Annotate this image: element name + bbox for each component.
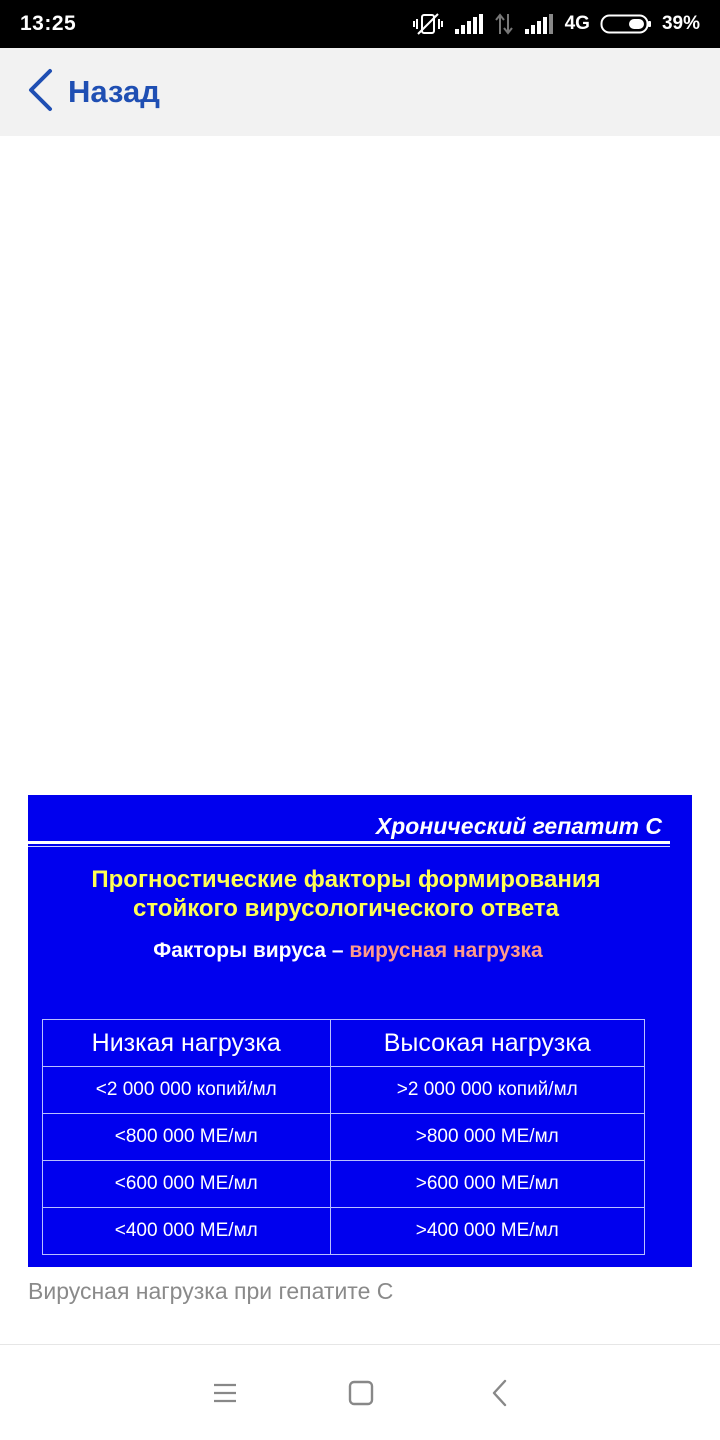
signal-icon [453,13,485,35]
table-row [43,1161,645,1208]
status-bar [0,0,720,48]
slide-subtitle [28,939,668,963]
menu-icon[interactable] [205,1375,245,1411]
vibrate-icon [413,12,443,36]
table-header-high: Высокая нагрузка [330,1020,645,1067]
signal-icon-2 [523,13,555,35]
table-cell: >800 000 МЕ/мл [330,1114,645,1161]
navigation-bar [0,1345,720,1440]
table-row [43,1114,645,1161]
slide-title-line1: Прогностические факторы формирования [91,866,601,893]
slide-image[interactable] [28,795,692,1267]
table-header-low: Низкая нагрузка [43,1020,331,1067]
battery-icon [600,13,652,35]
back-button[interactable] [0,48,720,136]
table-cell: <600 000 МЕ/мл [43,1161,331,1208]
table-cell: >600 000 МЕ/мл [330,1161,645,1208]
image-caption: Вирусная нагрузка при гепатите С [28,1278,394,1304]
slide-subtitle-prefix: Факторы вируса – [153,939,344,962]
battery-percent: 39% [661,13,700,34]
slide-title [28,865,664,923]
table-row [43,1067,645,1114]
slide-subtitle-highlight: вирусная нагрузка [349,939,543,962]
data-arrows-icon [495,12,513,36]
table-cell: <400 000 МЕ/мл [43,1208,331,1255]
table-cell: >400 000 МЕ/мл [330,1208,645,1255]
chevron-left-icon [26,68,54,117]
viral-load-table [42,1019,645,1255]
table-header-row [43,1020,645,1067]
slide-header: Хронический гепатит С [375,813,662,839]
table-cell: <2 000 000 копий/мл [43,1067,331,1114]
back-label: Назад [68,74,160,109]
table-cell: <800 000 МЕ/мл [43,1114,331,1161]
status-time: 13:25 [20,12,77,35]
slide-divider [28,841,670,844]
network-type: 4G [564,13,590,34]
status-icons [413,12,700,36]
table-cell: >2 000 000 копий/мл [330,1067,645,1114]
home-icon[interactable] [341,1375,381,1411]
slide-divider-thin [28,846,670,847]
table-row [43,1208,645,1255]
back-icon[interactable] [480,1375,520,1411]
slide-title-line2: стойкого вирусологического ответа [133,895,559,922]
